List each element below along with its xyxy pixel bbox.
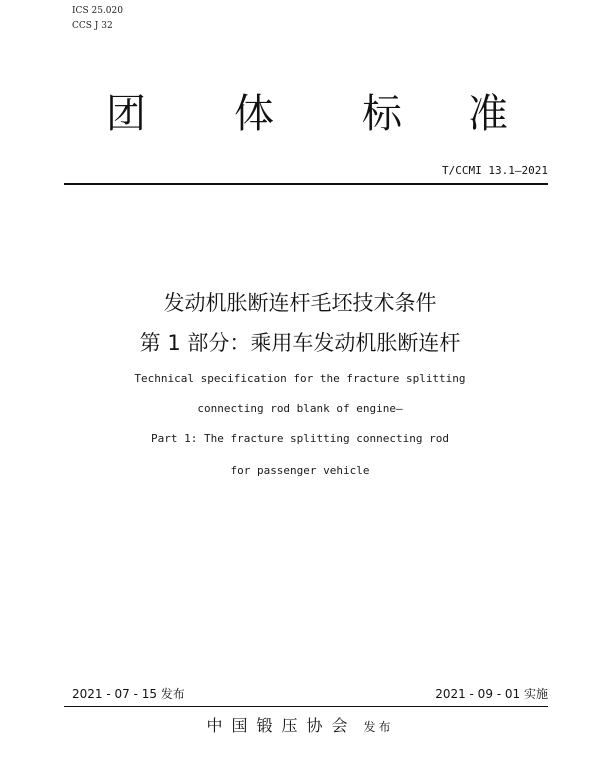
ics-code: ICS 25.020 <box>72 6 123 16</box>
issue-date: 2021 - 07 - 15 发布 <box>72 687 185 701</box>
document-kind-char: 体 <box>234 91 274 137</box>
title-en-line-1: Technical specification for the fracture splitting <box>134 372 466 385</box>
issuing-organization <box>0 714 600 739</box>
document-kind-char: 准 <box>468 91 508 137</box>
title-zh-line-1: 发动机胀断连杆毛坯技术条件 <box>163 291 437 315</box>
standard-number: T/CCMI 13.1—2021 <box>442 164 548 177</box>
issuer-name: 中国锻压协会 <box>206 716 357 735</box>
title-en-line-4: for passenger vehicle <box>230 464 370 477</box>
document-kind <box>0 88 600 140</box>
implementation-date: 2021 - 09 - 01 实施 <box>435 687 548 701</box>
issuer-verb: 发布 <box>363 720 394 734</box>
header-divider <box>64 183 548 185</box>
title-en-line-3: Part 1: The fracture splitting connecting rod <box>150 432 449 445</box>
document-kind-char: 标 <box>362 91 402 137</box>
classification-codes <box>72 4 123 34</box>
title-zh-line-2: 第 1 部分：乘用车发动机胀断连杆 <box>139 331 461 355</box>
document-kind-char: 团 <box>106 91 146 137</box>
ccs-code: CCS J 32 <box>72 21 113 31</box>
footer-divider <box>64 706 548 707</box>
title-en-line-2: connecting rod blank of engine— <box>197 402 403 415</box>
